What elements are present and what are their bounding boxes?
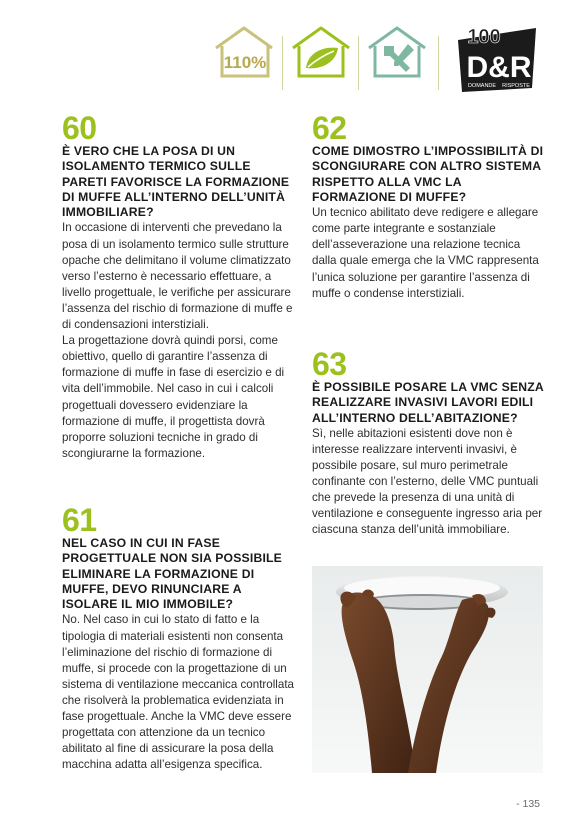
answer-paragraph: In occasione di interventi che prevedano la posa di un isolamento termico sulle strutture opache che delimitano il volume climatizzato verso l’esterno è necessario effettuare, a livello progettuale, le verifiche per assicurare l’assenza del rischio di formazione di muffe e di condensazioni interstiziali.	[62, 221, 293, 332]
qa-section-62	[312, 112, 544, 302]
question-text: NEL CASO IN CUI IN FASE PROGETTUALE NON SIA POSSIBILE ELIMINARE LA FORMAZIONE DI MUFFE, DEVO RINUNCIARE A ISOLARE IL MIO IMMOBILE?	[62, 536, 283, 612]
qa-section-60	[62, 112, 298, 462]
svg-text:DOMANDE: DOMANDE	[467, 83, 497, 89]
question-number: 61	[62, 502, 97, 538]
house-110-percent-label: 110%	[223, 53, 267, 72]
question-number: 60	[62, 110, 97, 146]
answer-paragraph: Un tecnico abilitato deve redigere e allegare come parte integrante e sostanziale dell’asseverazione una relazione tecnica dalla quale emerga che la VMC rappresenta l’unica soluzione per garantire l’assenza di muffe o condense interstiziali.	[312, 206, 539, 300]
header-divider	[282, 36, 283, 90]
answer-paragraph: La progettazione dovrà quindi porsi, come obiettivo, quello di garantire l’assenza di formazione di muffe in fase di esercizio e di vita dell’immobile. Nel caso in cui i calcoli progettuali dovessero evidenziare la formazione di muffe, il progettista dovrà proporre soluzioni tecniche in grado di scongiurarne la formazione.	[62, 334, 285, 460]
page-number: - 135	[516, 798, 540, 810]
hands-ventilation-illustration	[312, 566, 543, 773]
question-text: COME DIMOSTRO L’IMPOSSIBILITÀ DI SCONGIURARE CON ALTRO SISTEMA RISPETTO ALLA VMC LA FORMAZIONE DI MUFFE?	[312, 144, 544, 204]
header-icons	[210, 22, 460, 84]
question-text: È VERO CHE LA POSA DI UN ISOLAMENTO TERMICO SULLE PARETI FAVORISCE LA FORMAZIONE DI MUFFE ALL’INTERNO DELL’UNITÀ IMMOBILIARE?	[62, 144, 290, 220]
question-number: 63	[312, 346, 347, 382]
qa-section-63	[312, 348, 544, 539]
header-divider	[358, 36, 359, 90]
house-leaf-icon	[288, 22, 354, 82]
domande-risposte-logo	[454, 18, 540, 98]
answer-paragraph: No. Nel caso in cui lo stato di fatto e la tipologia di materiali esistenti non consenta l’eliminazione del rischio di formazione di muffe, si procede con la progettazione di un sistema di ventilazione meccanica controllata che risolverà la problematica evidenziata in fase progettuale. Anche la VMC deve essere progettata con attenzione da un tecnico abilitato al fine di assicurare la posa della macchina adatta all’esigenza specifica.	[62, 613, 294, 772]
question-text: È POSSIBILE POSARE LA VMC SENZA REALIZZARE INVASIVI LAVORI EDILI ALL’INTERNO DELL’ABITAZIONE?	[312, 380, 544, 425]
svg-text:D&R: D&R	[466, 51, 532, 84]
qa-section-61	[62, 504, 298, 773]
house-tools-icon	[364, 22, 430, 82]
vmc-installation-photo	[312, 566, 543, 773]
svg-text:100: 100	[467, 26, 501, 48]
house-110-percent-icon	[210, 22, 278, 82]
answer-paragraph: Sì, nelle abitazioni esistenti dove non è interesse realizzare interventi invasivi, è possibile posare, sul muro perimetrale confinante con l’esterno, delle VMC puntuali che prevede la presenza di una unità di ventilazione e conseguente ingresso aria per ciascuna stanza dell’unità immobiliare.	[312, 426, 543, 537]
question-number: 62	[312, 110, 347, 146]
svg-text:RISPOSTE: RISPOSTE	[502, 83, 530, 89]
header-divider	[438, 36, 439, 90]
